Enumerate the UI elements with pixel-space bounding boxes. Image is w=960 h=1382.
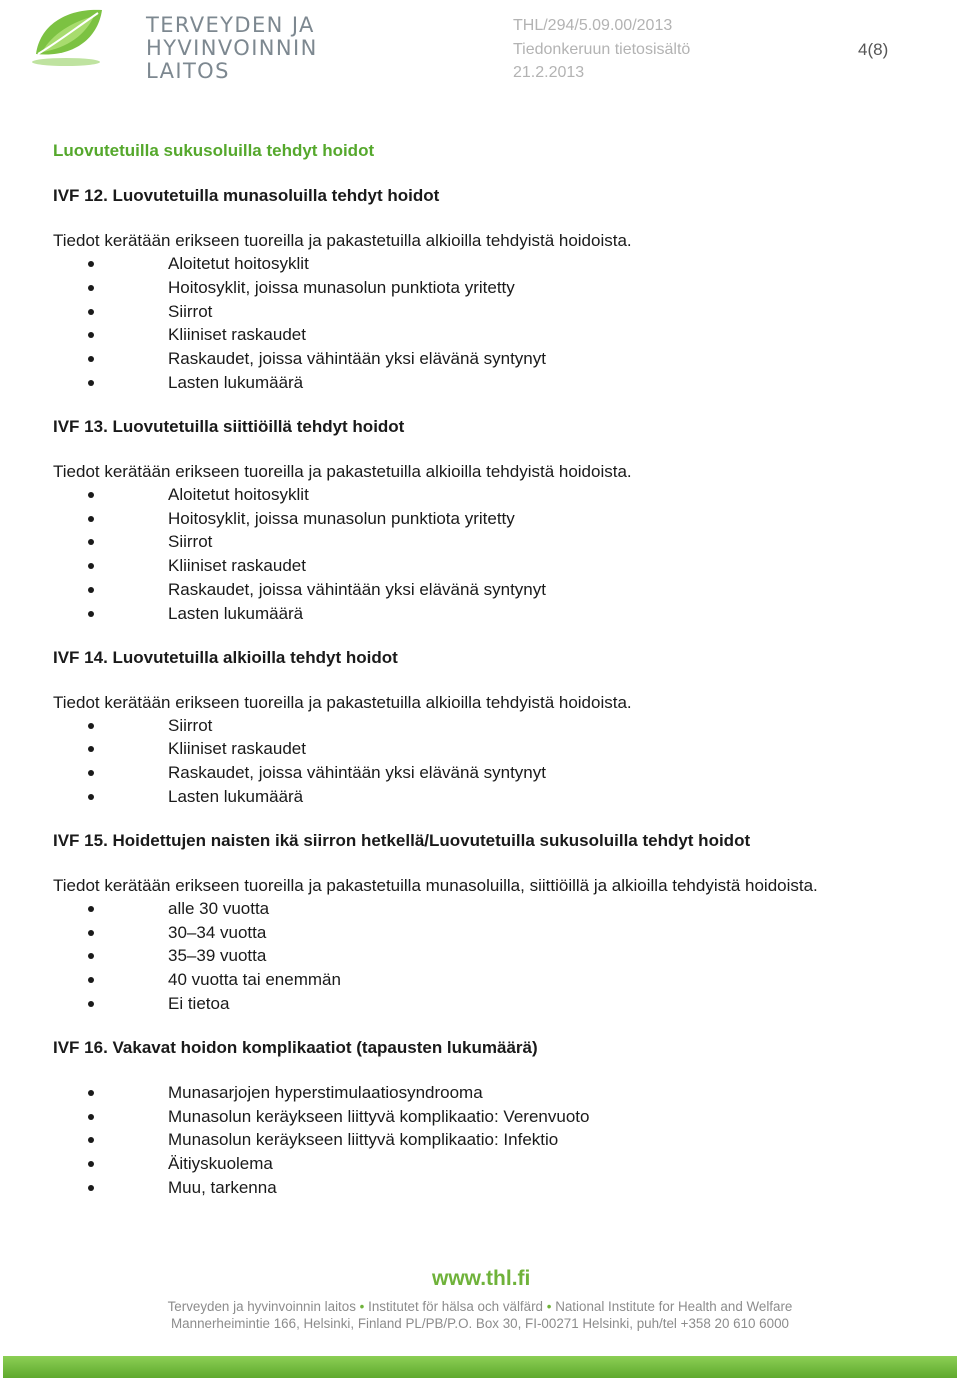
bullet-icon — [88, 492, 94, 498]
doc-title: Tiedonkeruun tietosisältö — [513, 41, 691, 58]
section-heading: Luovutetuilla sukusoluilla tehdyt hoidot — [53, 141, 375, 160]
list-item: Siirrot — [53, 300, 908, 324]
bullet-icon — [88, 380, 94, 386]
bullet-icon — [88, 930, 94, 936]
logo-line-1: TERVEYDEN JA — [146, 13, 315, 37]
ivf12-list — [53, 252, 908, 395]
bullet-icon — [88, 516, 94, 522]
bullet-icon — [88, 1185, 94, 1191]
bullet-icon — [88, 1137, 94, 1143]
ivf15-title: IVF 15. Hoidettujen naisten ikä siirron hetkellä/Luovutetuilla sukusoluilla tehdyt hoidot — [53, 830, 751, 850]
logo-wordmark — [146, 14, 378, 83]
list-item: Kliiniset raskaudet — [53, 737, 908, 761]
thl-logo — [28, 4, 378, 83]
ivf12-title: IVF 12. Luovutetuilla munasoluilla tehdyt hoidot — [53, 186, 440, 205]
bullet-icon — [88, 953, 94, 959]
doc-id: THL/294/5.09.00/2013 — [513, 17, 673, 34]
list-item: Raskaudet, joissa vähintään yksi elävänä syntynyt — [53, 347, 908, 371]
bullet-icon — [88, 261, 94, 267]
org-name-fi: Terveyden ja hyvinvoinnin laitos — [167, 1299, 356, 1314]
main-content — [53, 139, 908, 1220]
bullet-icon — [88, 770, 94, 776]
ivf15-intro: Tiedot kerätään erikseen tuoreilla ja pakastetuilla munasoluilla, siittiöillä ja alkioilla tehdyistä hoidoista. — [53, 875, 818, 895]
list-item: 35–39 vuotta — [53, 944, 908, 968]
org-name-sv: Institutet för hälsa och välfärd — [368, 1299, 544, 1314]
ivf13-intro: Tiedot kerätään erikseen tuoreilla ja pakastetuilla alkioilla tehdyistä hoidoista. — [53, 461, 632, 481]
list-item: Lasten lukumäärä — [53, 602, 908, 626]
ivf14-list — [53, 714, 908, 809]
ivf16-title: IVF 16. Vakavat hoidon komplikaatiot (tapausten lukumäärä) — [53, 1037, 538, 1057]
separator-dot: • — [546, 1299, 552, 1314]
ivf12-intro: Tiedot kerätään erikseen tuoreilla ja pakastetuilla alkioilla tehdyistä hoidoista. — [53, 231, 632, 250]
website-link[interactable]: www.thl.fi — [432, 1267, 531, 1290]
bullet-icon — [88, 723, 94, 729]
bullet-icon — [88, 587, 94, 593]
bullet-icon — [88, 332, 94, 338]
list-item: Siirrot — [53, 530, 908, 554]
bullet-icon — [88, 539, 94, 545]
list-item: Aloitetut hoitosyklit — [53, 252, 908, 276]
bullet-icon — [88, 906, 94, 912]
doc-date: 21.2.2013 — [513, 64, 585, 81]
leaf-logo-icon — [28, 4, 108, 68]
bullet-icon — [88, 356, 94, 362]
bullet-icon — [88, 1114, 94, 1120]
ivf13-list — [53, 483, 908, 626]
list-item: Kliiniset raskaudet — [53, 323, 908, 347]
list-item: Hoitosyklit, joissa munasolun punktiota yritetty — [53, 276, 908, 300]
logo-line-2: HYVINVOINNIN LAITOS — [146, 36, 318, 83]
separator-dot: • — [359, 1299, 365, 1314]
list-item: Kliiniset raskaudet — [53, 554, 908, 578]
bullet-icon — [88, 977, 94, 983]
bullet-icon — [88, 309, 94, 315]
list-item: Munasolun keräykseen liittyvä komplikaatio: Verenvuoto — [53, 1105, 908, 1129]
list-item: Äitiyskuolema — [53, 1152, 908, 1176]
list-item: Hoitosyklit, joissa munasolun punktiota yritetty — [53, 507, 908, 531]
bullet-icon — [88, 794, 94, 800]
list-item: Lasten lukumäärä — [53, 785, 908, 809]
ivf14-intro: Tiedot kerätään erikseen tuoreilla ja pakastetuilla alkioilla tehdyistä hoidoista. — [53, 692, 632, 712]
list-item: alle 30 vuotta — [53, 897, 908, 921]
list-item: Munasolun keräykseen liittyvä komplikaatio: Infektio — [53, 1128, 908, 1152]
ivf14-title: IVF 14. Luovutetuilla alkioilla tehdyt hoidot — [53, 647, 398, 667]
list-item: Ei tietoa — [53, 992, 908, 1016]
list-item: Munasarjojen hyperstimulaatiosyndrooma — [53, 1081, 908, 1105]
bullet-icon — [88, 1090, 94, 1096]
list-item: Siirrot — [53, 714, 908, 738]
list-item: Raskaudet, joissa vähintään yksi elävänä syntynyt — [53, 578, 908, 602]
bullet-icon — [88, 563, 94, 569]
list-item: Muu, tarkenna — [53, 1176, 908, 1200]
bullet-icon — [88, 611, 94, 617]
footer-address: Mannerheimintie 166, Helsinki, Finland PL/PB/P.O. Box 30, FI-00271 Helsinki, puh/tel +358 20 610 6000 — [171, 1316, 789, 1331]
bullet-icon — [88, 285, 94, 291]
list-item: Raskaudet, joissa vähintään yksi elävänä syntynyt — [53, 761, 908, 785]
footer-bar — [3, 1356, 957, 1378]
org-name-en: National Institute for Health and Welfare — [555, 1299, 793, 1314]
ivf16-list — [53, 1081, 908, 1200]
list-item: Lasten lukumäärä — [53, 371, 908, 395]
list-item: 30–34 vuotta — [53, 921, 908, 945]
ivf13-title: IVF 13. Luovutetuilla siittiöillä tehdyt hoidot — [53, 416, 405, 436]
bullet-icon — [88, 1001, 94, 1007]
ivf15-list — [53, 897, 908, 1016]
page-number: 4(8) — [858, 40, 889, 59]
bullet-icon — [88, 1161, 94, 1167]
list-item: Aloitetut hoitosyklit — [53, 483, 908, 507]
footer-org-line — [0, 1299, 960, 1314]
bullet-icon — [88, 746, 94, 752]
list-item: 40 vuotta tai enemmän — [53, 968, 908, 992]
